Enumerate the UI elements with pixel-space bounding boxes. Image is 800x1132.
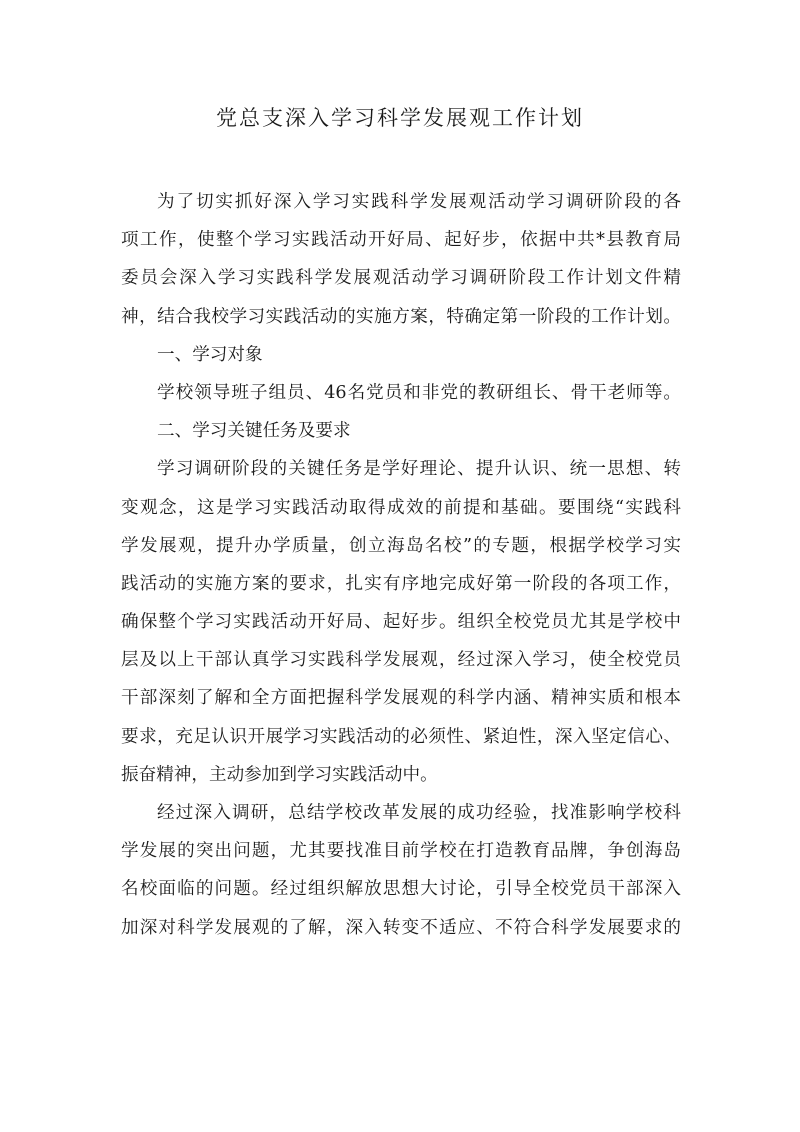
text-line: 项工作，使整个学习实践活动开好局、起好步，依据中共*县教育局	[121, 230, 681, 251]
text-line: 变观念，这是学习实践活动取得成效的前提和基础。要围绕“实践科	[121, 497, 681, 518]
text-line: 振奋精神，主动参加到学习实践活动中。	[121, 764, 438, 785]
text-line: 学校领导班子组员、46名党员和非党的教研组长、骨干老师等。	[157, 382, 681, 403]
text-line: 践活动的实施方案的要求，扎实有序地完成好第一阶段的各项工作，	[121, 573, 681, 594]
document-title: 党总支深入学习科学发展观工作计划	[216, 106, 584, 130]
text-line: 学发展观，提升办学质量，创立海岛名校”的专题，根据学校学习实	[121, 535, 681, 556]
text-line: 为了切实抓好深入学习实践科学发展观活动学习调研阶段的各	[157, 192, 681, 212]
text-line: 委员会深入学习实践科学发展观活动学习调研阶段工作计划文件精	[121, 268, 681, 289]
text-line: 二、学习关键任务及要求	[157, 421, 351, 442]
text-line: 加深对科学发展观的了解，深入转变不适应、不符合科学发展要求的	[121, 917, 681, 938]
text-line: 经过深入调研，总结学校改革发展的成功经验，找准影响学校科	[157, 803, 681, 823]
text-line: 神，结合我校学习实践活动的实施方案，特确定第一阶段的工作计划。	[121, 306, 681, 327]
text-line: 一、学习对象	[157, 344, 263, 365]
text-line: 干部深刻了解和全方面把握科学发展观的科学内涵、精神实质和根本	[121, 688, 681, 709]
text-line: 确保整个学习实践活动开好局、起好步。组织全校党员尤其是学校中	[121, 612, 681, 633]
text-line: 名校面临的问题。经过组织解放思想大讨论，引导全校党员干部深入	[121, 879, 681, 900]
text-line: 学发展的突出问题，尤其要找准目前学校在打造教育品牌，争创海岛	[121, 841, 681, 862]
text-line: 层及以上干部认真学习实践科学发展观，经过深入学习，使全校党员	[121, 650, 681, 671]
text-line: 学习调研阶段的关键任务是学好理论、提升认识、统一思想、转	[157, 459, 681, 480]
text-line: 要求，充足认识开展学习实践活动的必须性、紧迫性，深入坚定信心、	[121, 726, 681, 747]
document-body	[121, 183, 681, 947]
